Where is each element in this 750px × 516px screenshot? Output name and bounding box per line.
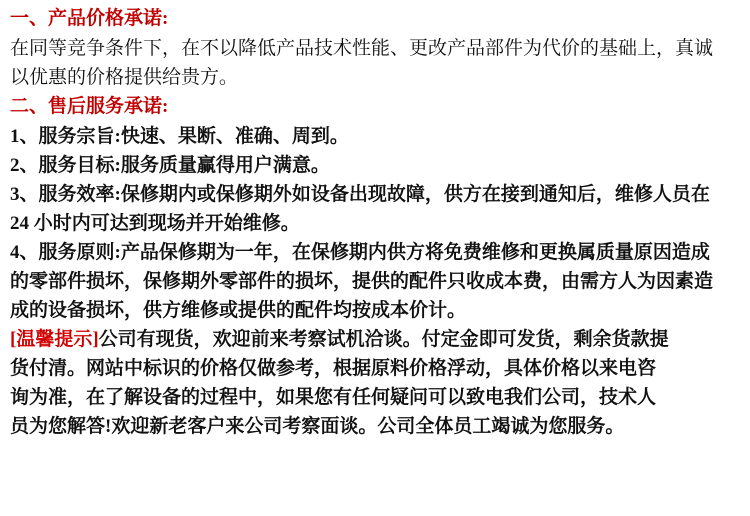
tip-line-4: 员为您解答!欢迎新老客户来公司考察面谈。公司全体员工竭诚为您服务。 — [10, 416, 625, 437]
service-item-4: 4、服务原则:产品保修期为一年，在保修期内供方将免费维修和更换属质量原因造成 — [10, 242, 710, 263]
section-one-line-1: 在同等竞争条件下，在不以降低产品技术性能、更改产品部件为代价的基础上，真诚 — [10, 38, 714, 59]
service-item-4-continued-2: 成的设备损坏，供方维修或提供的配件均按成本价计。 — [10, 300, 467, 321]
tip-tag: [温馨提示] — [10, 329, 99, 350]
tip-line-3: 询为准，在了解设备的过程中，如果您有任何疑问可以致电我们公司，技术人 — [10, 387, 657, 408]
tip-line-1 — [10, 325, 744, 354]
section-two-heading: 二、售后服务承诺: — [10, 96, 169, 117]
service-item-1: 1、服务宗旨:快速、果断、准确、周到。 — [10, 126, 349, 147]
section-one-line-2: 以优惠的价格提供给贵方。 — [10, 67, 239, 88]
tip-line-2: 货付清。网站中标识的价格仅做参考，根据原料价格浮动，具体价格以来电咨 — [10, 358, 657, 379]
service-item-4-continued-1: 的零部件损坏，保修期外零部件的损坏，提供的配件只收成本费，由需方人为因素造 — [10, 271, 714, 292]
section-one-heading: 一、产品价格承诺: — [10, 8, 169, 29]
service-item-3-continued: 24 小时内可达到现场并开始维修。 — [10, 213, 300, 234]
tip-text-1: 公司有现货，欢迎前来考察试机洽谈。付定金即可发货，剩余货款提 — [98, 329, 669, 350]
service-item-2: 2、服务目标:服务质量赢得用户满意。 — [10, 155, 330, 176]
service-item-3: 3、服务效率:保修期内或保修期外如设备出现故障，供方在接到通知后，维修人员在 — [10, 184, 710, 205]
